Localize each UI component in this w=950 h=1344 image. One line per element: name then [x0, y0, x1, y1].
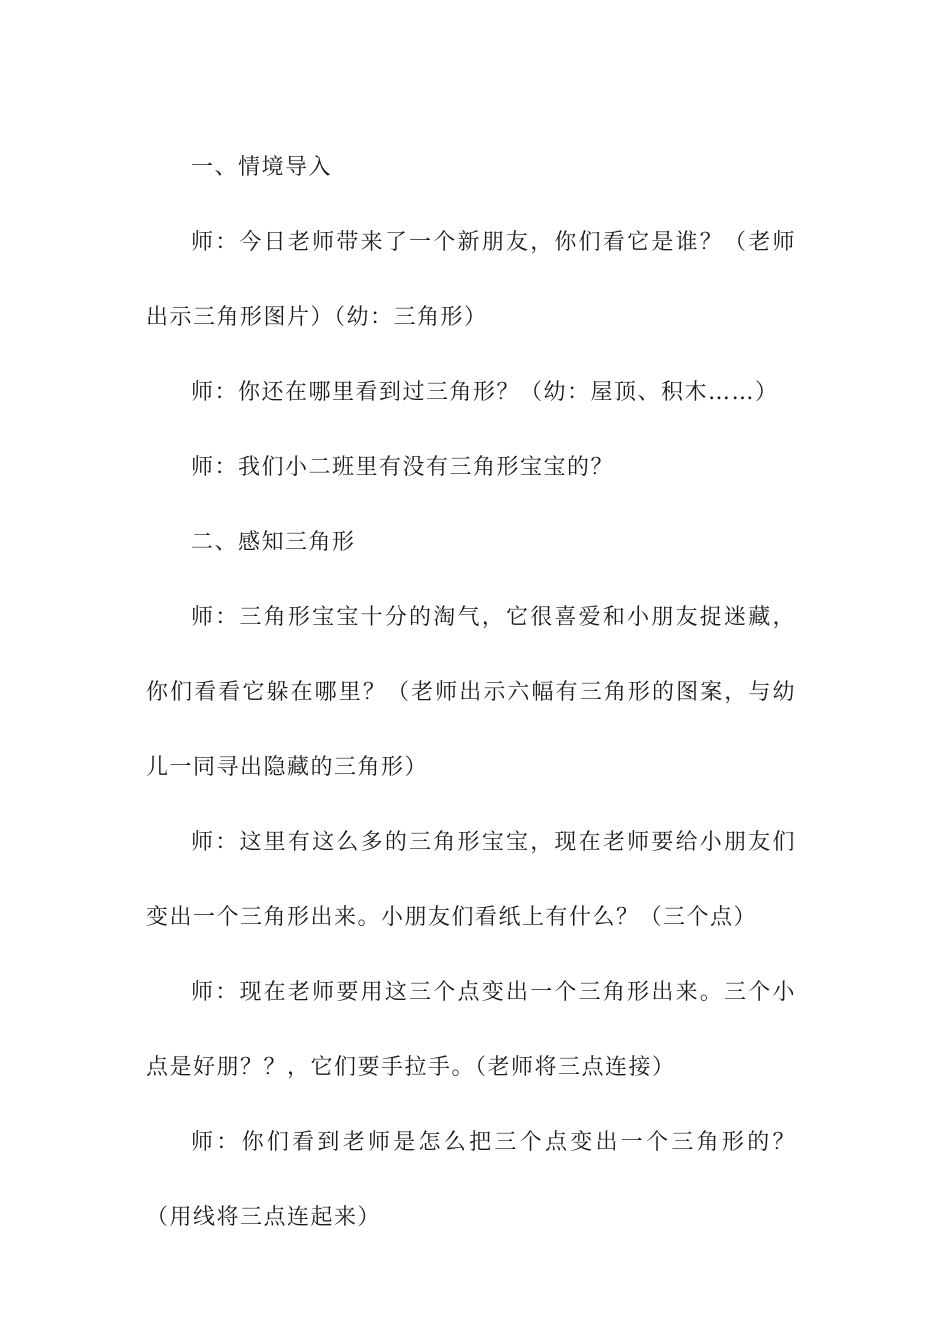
paragraph-where-seen: 师：你还在哪里看到过三角形？（幼：屋顶、积木……）: [191, 380, 779, 405]
paragraph-classroom-question: 师：我们小二班里有没有三角形宝宝的？: [191, 455, 615, 480]
section-heading-perceive: 二、感知三角形: [191, 530, 356, 555]
document-body: [146, 130, 796, 1255]
paragraph-how-made: 师：你们看到老师是怎么把三个点变出一个三角形的？（用线将三点连起来）: [146, 1130, 796, 1230]
section-heading-intro: 一、情境导入: [191, 155, 333, 180]
paragraph-teacher-intro: 师：今日老师带来了一个新朋友，你们看它是谁？（老师出示三角形图片）（幼：三角形）: [146, 230, 796, 330]
paragraph-three-points: 师：这里有这么多的三角形宝宝，现在老师要给小朋友们变出一个三角形出来。小朋友们看纸上有什么？（三个点）: [146, 830, 796, 930]
paragraph-connect-points: 师：现在老师要用这三个点变出一个三角形出来。三个小点是好朋？？，它们要手拉手。（老师将三点连接）: [146, 980, 796, 1080]
paragraph-hide-and-seek: 师：三角形宝宝十分的淘气，它很喜爱和小朋友捉迷藏，你们看看它躲在哪里？（老师出示六幅有三角形的图案，与幼儿一同寻出隐藏的三角形）: [146, 605, 796, 780]
